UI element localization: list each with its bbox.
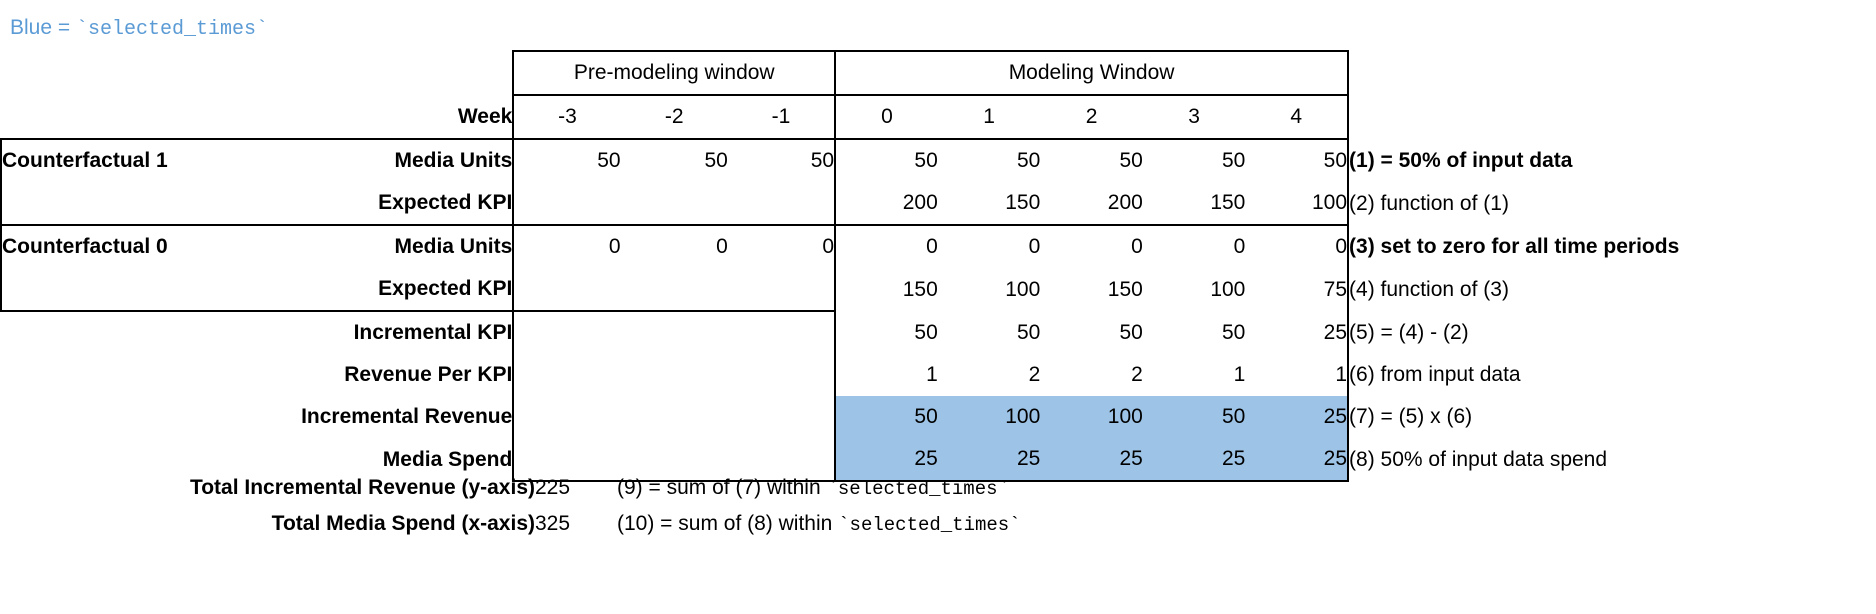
legend-prefix: Blue = [10,16,76,39]
value-cell: 150 [902,277,938,301]
total-value: 325 [535,512,571,535]
row-note: (6) from input data [1349,363,1521,386]
empty-cell [252,51,514,95]
value-cell: 75 [1245,268,1348,311]
value-cell-selected: 50 [1143,396,1246,438]
value-cell: 50 [1016,320,1041,344]
row-note: (5) = (4) - (2) [1349,320,1469,344]
row-label: Incremental KPI [353,321,513,344]
value-cell: 50 [938,139,1041,182]
value-cell: 100 [1005,277,1041,301]
row-group-label [1,182,252,225]
empty-cell [1,51,252,95]
value-cell: 150 [1107,277,1143,301]
group-header-row [1,51,1875,95]
value-cell: 100 [1210,277,1246,301]
value-cell [728,311,835,354]
value-cell: 50 [728,139,835,182]
total-note [617,506,1021,542]
row-note: (2) function of (1) [1349,191,1509,215]
value-cell: 50 [835,139,938,182]
legend-code: `selected_times` [75,18,268,41]
value-cell-selected: 100 [938,396,1041,438]
value-cell: 2 [1131,363,1143,386]
value-cell [621,354,728,396]
week-cell: 4 [1245,95,1348,139]
value-cell [513,396,620,438]
totals-row [0,506,1021,542]
row-note: (4) function of (3) [1349,277,1509,301]
legend [10,16,268,41]
row-label: Expected KPI [252,268,514,311]
row-group-label [1,354,252,396]
value-cell: 150 [1210,191,1246,214]
pre-modeling-header: Pre-modeling window [513,51,835,95]
value-cell [621,311,728,354]
value-cell: 200 [902,191,938,214]
table-row [1,268,1875,311]
total-value: 225 [535,476,571,499]
empty-cell [1,95,252,139]
value-cell: 1 [1233,363,1246,386]
week-header-row [1,95,1875,139]
total-label: Total Incremental Revenue (y-axis) [189,476,535,499]
total-label: Total Media Spend (x-axis) [271,512,535,535]
value-cell: 50 [1245,139,1348,182]
week-label: Week [457,104,513,128]
value-cell-selected: 25 [1245,396,1348,438]
value-cell [728,354,835,396]
value-cell [513,354,620,396]
value-cell [513,268,620,311]
totals-table [0,470,1021,542]
week-cell: -1 [728,95,835,139]
row-label: Media Units [252,139,514,182]
value-cell-selected: 100 [1040,396,1143,438]
value-cell: 0 [835,225,938,268]
value-cell-selected: 25 [938,438,1041,481]
value-cell [513,182,620,225]
row-group-label [1,268,252,311]
totals-row [0,470,1021,506]
value-cell: 2 [1028,363,1041,386]
value-cell: 1 [926,363,938,386]
empty-cell [1348,95,1875,139]
value-cell: 0 [621,225,728,268]
value-cell: 0 [513,225,620,268]
value-cell [728,268,835,311]
value-cell: 50 [1222,320,1246,344]
grid-table [0,50,1876,482]
table-row [1,139,1875,182]
value-cell: 50 [513,139,620,182]
row-label: Media Spend [382,447,513,471]
value-cell [621,182,728,225]
week-cell: 3 [1143,95,1246,139]
value-cell-selected: 25 [835,438,938,481]
row-label: Media Units [252,225,514,268]
value-cell [728,396,835,438]
row-note: (1) = 50% of input data [1349,148,1573,172]
row-note: (7) = (5) x (6) [1349,405,1473,428]
value-cell: 0 [1040,225,1143,268]
value-cell [728,182,835,225]
modeling-window-header: Modeling Window [835,51,1348,95]
value-cell: 0 [938,225,1041,268]
row-group-label [1,396,252,438]
week-cell: -2 [621,95,728,139]
value-cell: 50 [1119,320,1143,344]
value-cell: 50 [914,320,938,344]
total-note-prefix: (10) = sum of (8) within [617,512,839,535]
value-cell: 200 [1107,191,1143,214]
value-cell: 50 [1143,139,1246,182]
value-cell-selected: 25 [1040,438,1143,481]
total-note [617,470,1021,506]
week-cell: -3 [513,95,620,139]
row-label: Expected KPI [378,191,513,214]
value-cell: 1 [1245,354,1348,396]
week-cell: 2 [1040,95,1143,139]
week-cell: 1 [938,95,1041,139]
total-note-code: `selected_times` [838,514,1021,536]
value-cell: 100 [1245,182,1348,225]
row-label: Incremental Revenue [301,405,513,428]
value-cell-selected: 25 [1143,438,1246,481]
value-cell: 25 [1245,311,1348,354]
row-note: (3) set to zero for all time periods [1349,234,1680,258]
value-cell: 150 [1005,191,1041,214]
total-note-code: `selected_times` [826,478,1009,500]
value-cell: 50 [1040,139,1143,182]
table-row [1,182,1875,225]
value-cell: 0 [1245,225,1348,268]
totals-section [0,470,1021,542]
value-cell: 50 [621,139,728,182]
counterfactual-table [0,50,1876,482]
value-cell-selected: 25 [1245,438,1348,481]
row-group-label: Counterfactual 1 [1,139,252,182]
row-group-label: Counterfactual 0 [1,225,252,268]
week-cell: 0 [835,95,938,139]
row-note: (8) 50% of input data spend [1349,447,1608,471]
value-cell: 0 [1143,225,1246,268]
row-group-label [1,311,252,354]
total-note-prefix: (9) = sum of (7) within [617,476,827,499]
value-cell-selected: 50 [835,396,938,438]
table-row [1,311,1875,354]
value-cell [621,396,728,438]
value-cell [621,268,728,311]
table-row [1,396,1875,438]
table-row [1,354,1875,396]
value-cell [513,311,620,354]
row-label: Revenue Per KPI [344,363,513,386]
value-cell: 0 [728,225,835,268]
table-row [1,225,1875,268]
empty-cell [1348,51,1875,95]
